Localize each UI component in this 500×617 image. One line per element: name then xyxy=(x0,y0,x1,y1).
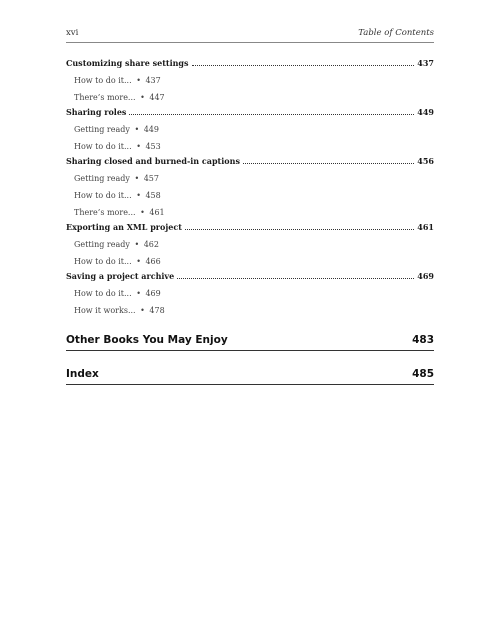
subentry-page: 447 xyxy=(149,93,165,102)
chapter-page: 483 xyxy=(412,334,434,346)
dot-leader xyxy=(185,229,414,230)
subentry-label: There’s more... xyxy=(74,93,136,102)
toc-entry[interactable] xyxy=(66,58,434,69)
subentry-page: 461 xyxy=(149,208,165,217)
subentry-label: How it works... xyxy=(74,306,136,315)
dot-leader xyxy=(129,114,414,115)
toc-subentry[interactable] xyxy=(74,239,434,250)
subentry-page: 469 xyxy=(145,289,161,298)
toc-entry-title: Exporting an XML project xyxy=(66,222,182,232)
toc-entry-title: Sharing closed and burned-in captions xyxy=(66,156,240,166)
toc-entry[interactable] xyxy=(66,107,434,118)
subentry-page: 466 xyxy=(145,257,161,266)
running-header xyxy=(66,28,434,38)
chapter-title: Index xyxy=(66,368,99,380)
toc-entry-page: 469 xyxy=(417,271,434,281)
chapter-entry[interactable] xyxy=(66,334,434,351)
toc-entry-page: 456 xyxy=(417,156,434,166)
toc-entry-page: 449 xyxy=(417,107,434,117)
bullet: • xyxy=(136,191,141,200)
subentry-label: How to do it... xyxy=(74,191,132,200)
toc-subentry[interactable] xyxy=(74,173,434,184)
toc-entry-title: Customizing share settings xyxy=(66,58,189,68)
toc-entry-title: Sharing roles xyxy=(66,107,127,117)
toc-subentry[interactable] xyxy=(74,190,434,201)
bullet: • xyxy=(134,174,140,183)
bullet: • xyxy=(140,306,145,315)
bullet: • xyxy=(136,289,141,298)
toc-subentry[interactable] xyxy=(74,288,434,299)
subentry-label: There’s more... xyxy=(74,208,136,217)
subentry-page: 458 xyxy=(145,191,161,200)
toc-subentry[interactable] xyxy=(74,141,434,152)
toc-entry[interactable] xyxy=(66,222,434,233)
toc-subentry[interactable] xyxy=(74,207,434,218)
subentry-page: 478 xyxy=(149,306,165,315)
bullet: • xyxy=(136,257,141,266)
toc-subentry[interactable] xyxy=(74,92,434,103)
toc-entry-title: Saving a project archive xyxy=(66,271,175,281)
subentry-page: 449 xyxy=(143,125,159,134)
chapter-title: Other Books You May Enjoy xyxy=(66,334,228,346)
toc-entry[interactable] xyxy=(66,156,434,167)
chapter-page: 485 xyxy=(412,368,434,380)
subentry-label: Getting ready xyxy=(74,174,130,183)
chapter-entry[interactable] xyxy=(66,368,434,385)
subentry-label: Getting ready xyxy=(74,125,130,134)
toc-subentry[interactable] xyxy=(74,75,434,86)
subentry-label: Getting ready xyxy=(74,240,130,249)
toc-subentry[interactable] xyxy=(74,124,434,135)
subentry-page: 457 xyxy=(143,174,159,183)
toc-entry[interactable] xyxy=(66,271,434,282)
dot-leader xyxy=(177,278,414,279)
subentry-label: How to do it... xyxy=(74,289,132,298)
bullet: • xyxy=(136,142,141,151)
subentry-page: 437 xyxy=(145,76,161,85)
toc-subentry[interactable] xyxy=(74,256,434,267)
page-number: xvi xyxy=(66,28,79,38)
bullet: • xyxy=(134,125,140,134)
subentry-page: 462 xyxy=(143,240,159,249)
toc-entry-page: 437 xyxy=(417,58,434,68)
header-rule xyxy=(66,42,434,43)
running-title: Table of Contents xyxy=(358,28,434,38)
toc-subentry[interactable] xyxy=(74,305,434,316)
bullet: • xyxy=(136,76,141,85)
table-of-contents xyxy=(66,52,434,385)
bullet: • xyxy=(140,208,145,217)
subentry-page: 453 xyxy=(145,142,161,151)
bullet: • xyxy=(140,93,145,102)
dot-leader xyxy=(243,163,414,164)
subentry-label: How to do it... xyxy=(74,257,132,266)
subentry-label: How to do it... xyxy=(74,76,132,85)
toc-entry-page: 461 xyxy=(417,222,434,232)
bullet: • xyxy=(134,240,140,249)
subentry-label: How to do it... xyxy=(74,142,132,151)
dot-leader xyxy=(192,65,415,66)
